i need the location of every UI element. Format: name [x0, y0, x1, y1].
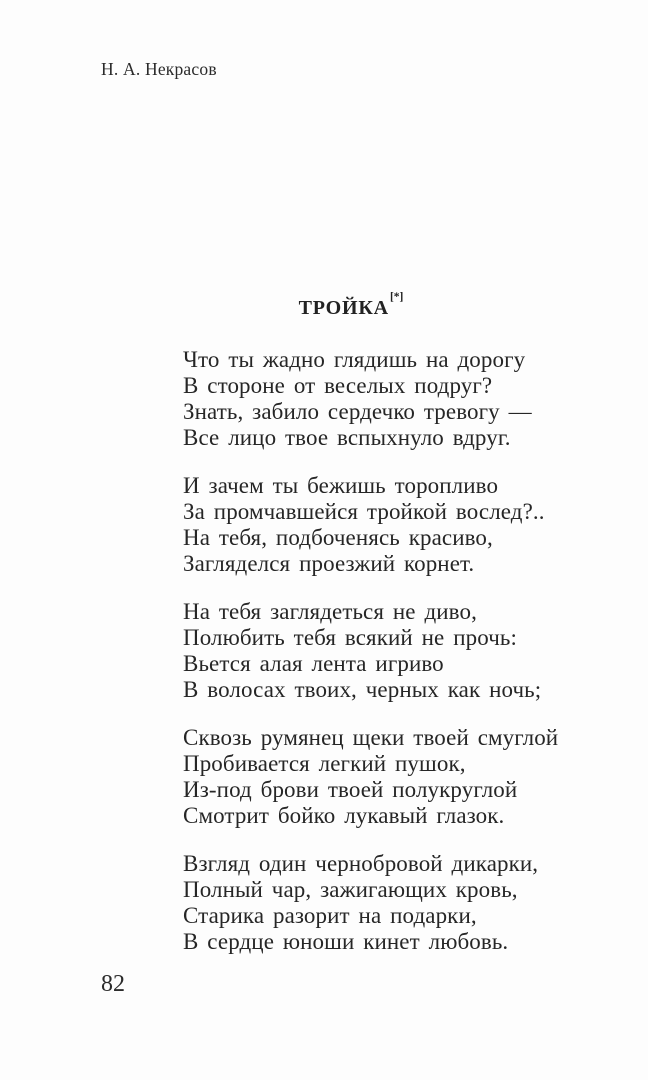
poem-line: В сердце юноши кинет любовь. [183, 929, 509, 954]
poem-title: ТРОЙКА [298, 297, 389, 319]
poem-line: Взгляд один чернобровой дикарки, [183, 851, 539, 876]
poem-line: Вьется алая лента игриво [183, 651, 444, 676]
poem-line: На тебя заглядеться не диво, [183, 599, 477, 624]
poem-line: В стороне от веселых подруг? [183, 373, 493, 398]
poem-line: В волосах твоих, черных как ночь; [183, 677, 542, 702]
poem-title-row [183, 290, 518, 320]
stanza-1 [183, 347, 543, 451]
poem-line: Полный чар, зажигающих кровь, [183, 877, 518, 902]
poem-line: Старика разорит на подарки, [183, 903, 477, 928]
poem-line: За промчавшейся тройкой вослед?.. [183, 499, 545, 524]
poem-line: Все лицо твое вспыхнуло вдруг. [183, 425, 511, 450]
author-header: Н. А. Некрасов [101, 59, 217, 79]
stanza-3 [183, 599, 543, 703]
poem-line: Загляделся проезжий корнет. [183, 551, 475, 576]
poem-line: И зачем ты бежишь торопливо [183, 473, 499, 498]
stanza-5 [183, 851, 543, 955]
poem-line: Из-под брови твоей полукруглой [183, 777, 518, 802]
poem-body [183, 347, 559, 955]
page-number: 82 [101, 971, 125, 997]
footnote-marker-link[interactable]: [*] [389, 290, 404, 303]
poem-line: Пробивается легкий пушок, [183, 751, 466, 776]
poem-line: Что ты жадно глядишь на дорогу [183, 347, 526, 372]
poem-line: На тебя, подбоченясь красиво, [183, 525, 493, 550]
stanza-2 [183, 473, 543, 577]
poem-line: Смотрит бойко лукавый глазок. [183, 803, 505, 828]
poem-line: Полюбить тебя всякий не прочь: [183, 625, 517, 650]
poem-line: Знать, забило сердечко тревогу — [183, 399, 532, 424]
stanza-4 [183, 725, 559, 829]
poem-line: Сквозь румянец щеки твоей смуглой [183, 725, 559, 750]
